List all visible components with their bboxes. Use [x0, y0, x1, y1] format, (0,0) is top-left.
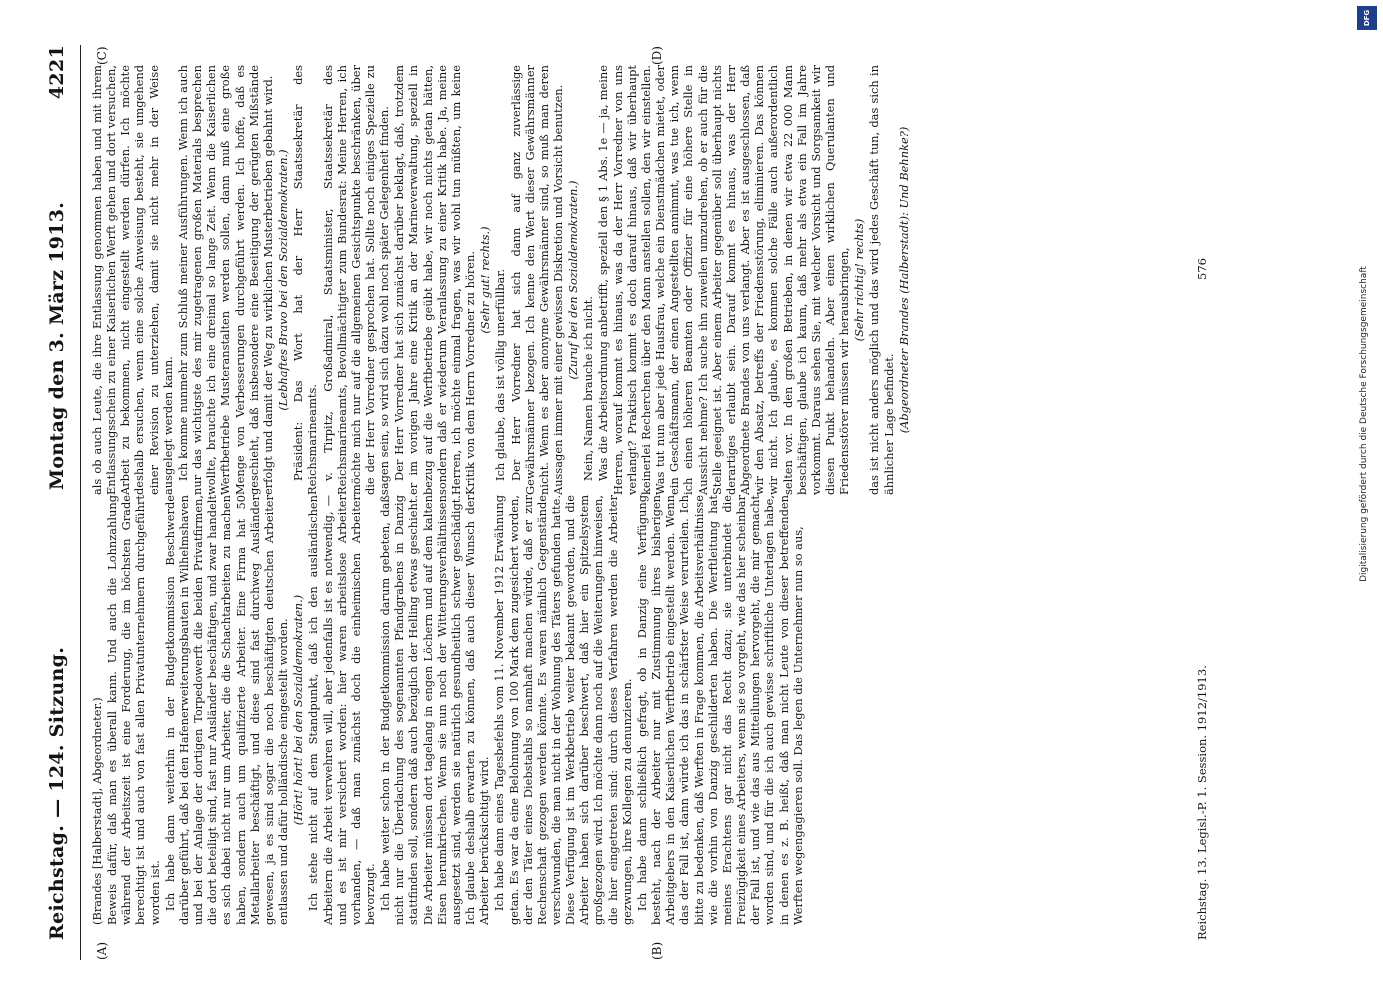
side-note	[1357, 6, 1379, 991]
interjection: (Zuruf bei den Sozialdemokraten.)	[566, 180, 581, 380]
speaker-reference: (Brandes [Halberstadt], Abgeordneter.)	[90, 697, 104, 925]
page-number: 4221	[46, 45, 68, 100]
margin-mark-c: (C)	[95, 46, 109, 65]
paragraph: Beweis dafür, daß man es überall kann. Und auch die Lohnzahlung während der Arbeitszeit ist eine Forderung, die im höchsten Grade berechtigt ist und auch von fast allen Privatunternehmern durchgeführt worden ist.	[105, 495, 162, 925]
left-column	[90, 495, 1180, 925]
header-left: Reichstag. — 124. Sitzung.	[46, 646, 68, 940]
right-column	[90, 65, 1180, 495]
paragraph: v. Tirpitz, Großadmiral, Staatsminister, Staatssekretär des Reichsmarineamts, Bevollmächtigter zum Bundesrat: Meine Herren, ich möchte mich nur auf die allgemeinen Gesichtspunkte beschränken, über die der Herr Vorredner gesprochen hat. Sollte noch einiges Spezielle zu sagen sein, so wird sich dazu wohl noch später Gelegenheit finden.	[320, 65, 392, 495]
paragraph: Der Herr Vorredner hat sich dann auf ganz zuverlässige Gewährsmänner bezogen. Ich kenne den Wert dieser Gewährsmänner nicht. Wenn es aber anonyme Gewährsmänner sind, so muß man deren Aussagen immer mit einer gewissen Diskretion und Vorsicht benutzen.	[508, 65, 565, 495]
paragraph: Ich stehe nicht auf dem Standpunkt, daß ich den ausländischen Arbeitern die Arbeit verwehren will, aber jedenfalls ist es notwendig, — und es ist mir versichert worden: hier waren arbeitslose Arbeiter vorhanden, — daß man zunächst doch die einheimischen Arbeiter bevorzugt.	[306, 495, 377, 925]
header-center: Montag den 3. März 1913.	[46, 201, 68, 490]
paragraph: Präsident: Das Wort hat der Herr Staatssekretär des Reichsmarineamts.	[291, 65, 320, 495]
margin-mark-a: (A)	[95, 941, 109, 960]
interjection: (Lebhaftes Bravo bei den Sozialdemokraten.)	[276, 149, 291, 411]
interjection: (Sehr gut! rechts.)	[478, 226, 493, 334]
interjection: (Hört! hört! bei den Sozialdemokraten.)	[291, 594, 306, 826]
paragraph: das ist nicht anders möglich und das wird jedes Geschäft tun, das sich in ähnlicher Lage befindet.	[867, 65, 896, 495]
margin-mark-d: (D)	[650, 46, 664, 65]
paragraph: Ich glaube, das ist völlig unerfüllbar.	[493, 268, 508, 481]
paragraph: Ich komme nunmehr zum Schluß meiner Ausführungen. Wenn ich auch nur das wichtigste des mir zugetragenen großen Materials besprechen wollte, brauchte ich eine dreimal so lange Zeit. Wenn die Kaiserlichen Werftbetriebe Musteranstalten werden sollen, dann muß eine große Menge von Verbesserungen durchgeführt werden. Ich hoffe, daß es geschieht, daß insbesondere eine Beseitigung der gerügten Mißstände erfolgt und damit der Weg zu wirklichen Musterbetrieben gebahnt wird.	[175, 65, 275, 495]
funding-note: Digitalisierung gefördert durch die Deutsche Forschungsgemeinschaft	[1359, 266, 1369, 582]
paragraph: Ich habe dann eines Tagesbefehls vom 11. November 1912 Erwähnung getan. Es war da eine Belohnung von 100 Mark dem zugesichert worden, der den Täter eines Diebstahls so namhaft machen würde, daß er zur Rechenschaft gezogen werden könnte. Es waren nämlich Gegenstände verschwunden, die man nicht in der Wohnung des Täters gefunden hatte. Diese Verfügung ist im Werkbetrieb weiter bekannt geworden, und die Arbeiter haben sich darüber beschwert, daß hier ein Spitzelsystem großgezogen wird. Ich möchte dann noch auf die Weiterungen hinweisen, die hier eingetreten sind: durch dieses Verfahren werden die Arbeiter gezwungen, ihre Kollegen zu denunzieren.	[492, 495, 634, 925]
dfg-logo: DFG	[1357, 6, 1377, 30]
margin-mark-b: (B)	[650, 941, 664, 960]
footer-right: 576	[1195, 258, 1209, 280]
paragraph: Ich habe dann weiterhin in der Budgetkommission Beschwerde darüber geführt, daß bei den Hafenerweiterungsbauten in Wilhelmshaven und bei der Anlage der dortigen Torpedowerft die beiden Privatfirmen, die dort beteiligt sind, fast nur Ausländer beschäftigen, und zwar handelt es sich dabei nicht nur um Arbeiter, die die Schachtarbeiten zu machen haben, sondern auch um qualifizierte Arbeiter. Eine Firma hat 50 Metallarbeiter beschäftigt, und diese sind fast durchweg Ausländer gewesen, ja es sind sogar die noch beschäftigten deutschen Arbeiter entlassen und dafür holländische eingestellt worden.	[162, 495, 291, 925]
page-header	[40, 45, 81, 960]
paragraph: als ob auch Leute, die ihre Entlassung genommen haben und mit ihrem Entlassungsschein zu einer Kaiserlichen Werft gehen und dort versuchen, Arbeit zu bekommen, nicht eingestellt werden dürfen. Ich möchte deshalb ersuchen, wenn eine solche Anweisung besteht, sie umgehend einer Revision zu unterziehen, damit sie nicht mehr in der Weise ausgelegt werden kann.	[90, 65, 175, 495]
paragraph: Ich habe dann schließlich gefragt, ob in Danzig eine Verfügung besteht, nach der Arbeiter nur mit Zustimmung ihres bisherigen Arbeitgebers in den Kaiserlichen Werftbetrieb eingestellt werden. Wenn das der Fall ist, dann würde ich das in schärfster Weise verurteilen. Ich bitte zu bedenken, daß Werften in Frage kommen, die Arbeitsverhältnisse wie die vorhin von Danzig geschilderten haben. Die Werftleitung hat meines Erachtens gar nicht das Recht dazu; sie unterbindet die Freizügigkeit eines Arbeiters, wenn sie so vorgeht, wie das hier scheinbar der Fall ist, und wie das aus Mitteilungen hervorgeht, die mir gemacht worden sind, und für die ich auch gewisse schriftliche Unterlagen habe, in denen es z. B. heißt, daß man nicht Leute von dieser betreffenden Werften wegengagieren soll. Das legen die Unternehmer nun so aus,	[634, 495, 805, 925]
paragraph: Der Herr Vorredner hat sich zunächst darüber beklagt, daß, trotzdem er im vorigen Jahre eine Kritik an der Marineverwaltung, speziell in bezug auf die Werftbetriebe geübt habe, wir noch nichts getan hätten, sondern daß er wiederum Veranlassung zu einer Kritik habe. Ja, meine Herren, ich möchte einmal fragen, was wir wohl tun müßten, um keine Kritik von dem Herrn Vorredner zu hören.	[392, 65, 478, 495]
paragraph: Nein, Namen brauche ich nicht.	[581, 296, 596, 481]
footer-left: Reichstag. 13. Legisl.-P. 1. Session. 1912/1913.	[1195, 665, 1209, 940]
paragraph: Was die Arbeitsordnung anbetrifft, speziell den § 1 Abs. 1e — ja, meine Herren, worauf kommt es hinaus, was da der Herr Vorredner von uns verlangt? Praktisch kommt es doch darauf hinaus, daß wir überhaupt keinerlei Recherchen über den Mann anstellen sollen, den wir einstellen. Was tut nun aber jede Hausfrau, welche ein Dienstmädchen mietet, oder ein Geschäftsmann, der einen Angestellten annimmt, was tue ich, wenn ich einen höheren Beamten oder Offizier für eine höhere Stelle in Aussicht nehme? Ich suche ihn zuweilen umzudrehen, ob er auch für die Stelle geeignet ist. Aber einem Arbeiter gegenüber soll überhaupt nichts derartiges erlaubt sein. Darauf kommt es hinaus, was der Herr Abgeordnete Brandes von uns verlangt. Aber es ist ausgeschlossen, daß wir den Absatz, betreffs der Friedensstörung, eliminieren. Das können wir nicht. Ich glaube, es kommen solche Fälle auch außerordentlich selten vor. In den großen Betrieben, in denen wir etwa 22 000 Mann beschäftigen, glaube ich kaum, daß mehr als etwa ein Fall im Jahre vorkommt. Daraus sehen Sie, mit welcher Vorsicht und Sorgsamkeit wir diesen Punkt behandeln. Aber einen wirklichen Querulanten und Friedensstörer müssen wir herausbringen,	[596, 65, 852, 495]
interjection: (Sehr richtig! rechts)	[852, 218, 867, 342]
paragraph: Ich habe weiter schon in der Budgetkommission darum gebeten, daß nicht nur die Überdachung des sogenannten Pfandgrabens in Danzig stattfinden soll, sondern daß auch bezüglich der Helling etwas geschieht. Die Arbeiter müssen dort tagelang in engen Löchern und auf dem kalten Eisen herumkriechen. Wenn sie nun noch der Witterungsverhältnissen ausgesetzt sind, werden sie natürlich gesundheitlich schwer geschädigt. Ich glaube deshalb erwarten zu können, daß auch dieser Wunsch der Arbeiter berücksichtigt wird.	[378, 495, 492, 925]
interjection: (Abgeordneter Brandes (Halberstadt): Und Behnke?)	[896, 126, 911, 434]
